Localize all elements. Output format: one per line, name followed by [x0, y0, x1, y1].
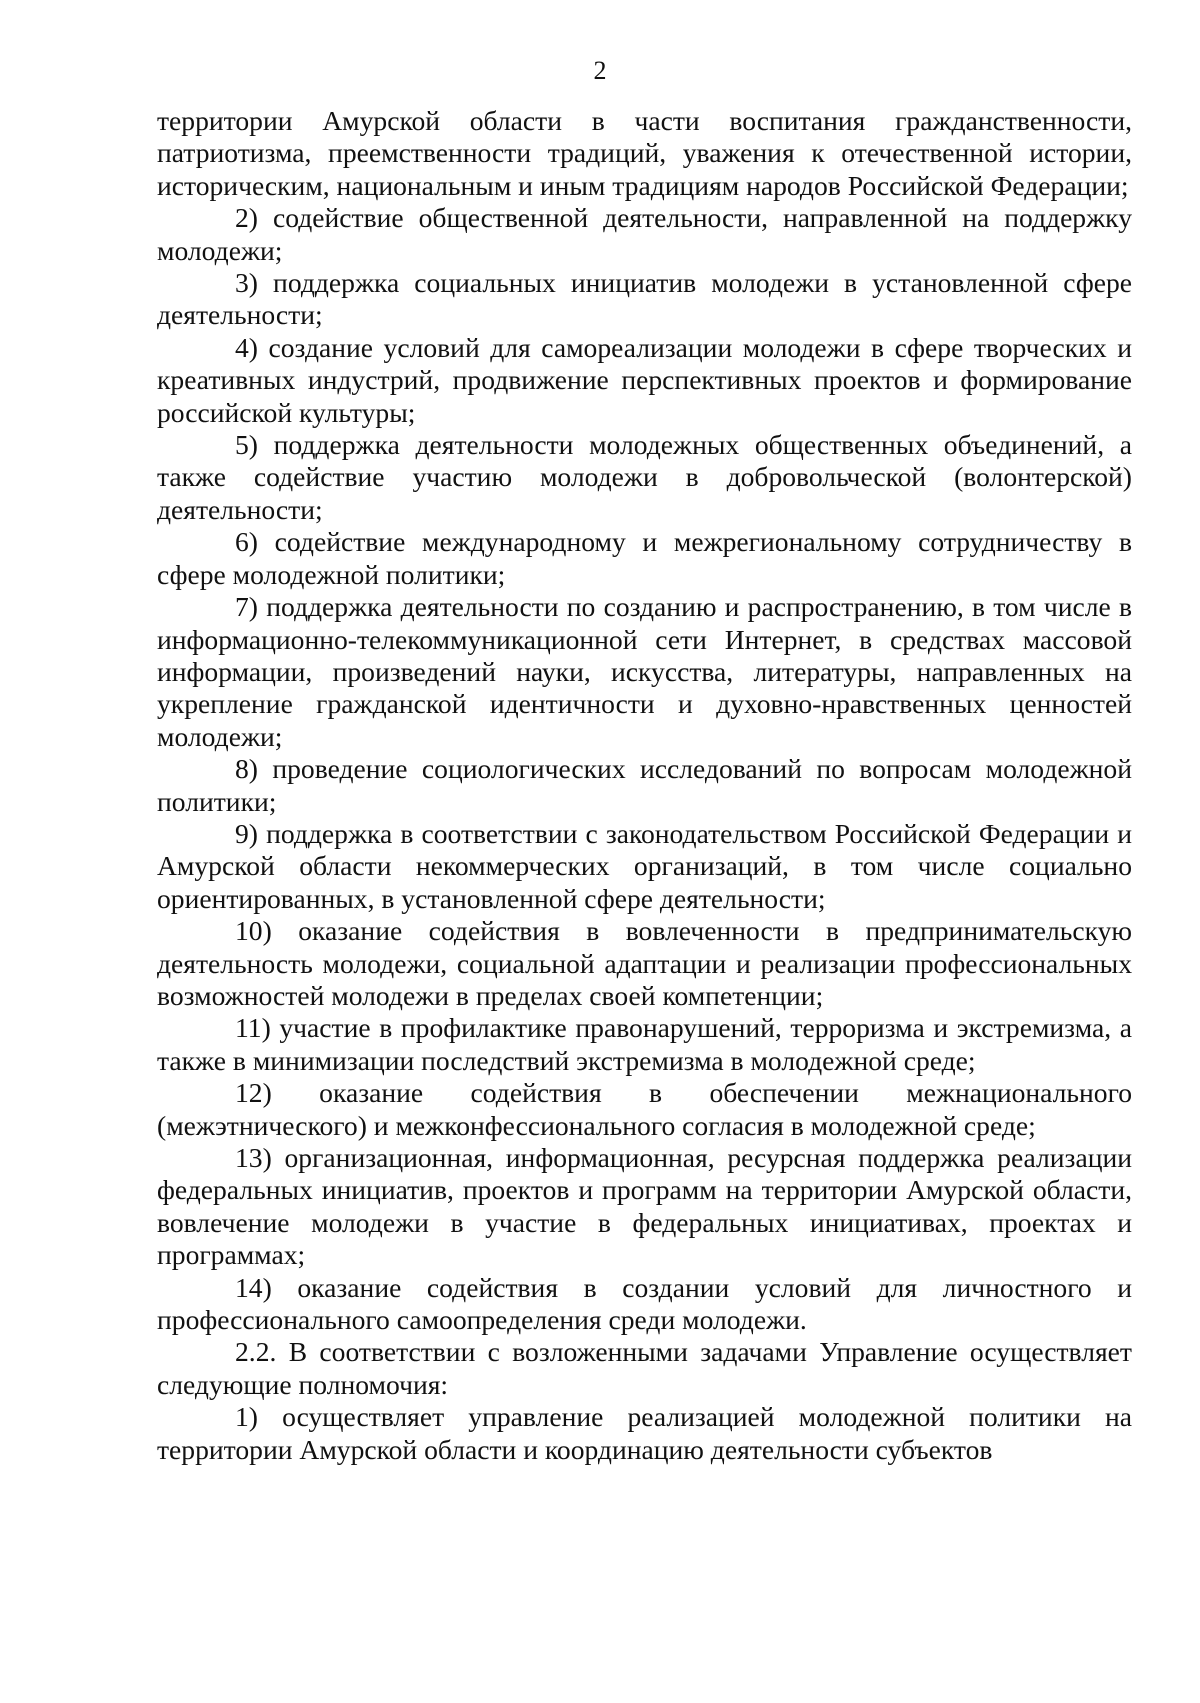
list-item-5: 5) поддержка деятельности молодежных общественных объединений, а также содействие участию молодежи в добровольческой (волонтерской) деятельности; [157, 429, 1132, 525]
list-item-3: 3) поддержка социальных инициатив молодежи в установленной сфере деятельности; [157, 267, 1132, 331]
list-item-13: 13) организационная, информационная, ресурсная поддержка реализации федеральных инициатив, проектов и программ на территории Амурской области, вовлечение молодежи в участие в федеральных инициативах, проектах и программах; [157, 1142, 1132, 1271]
list-item-7: 7) поддержка деятельности по созданию и распространению, в том числе в информационно-телекоммуникационной сети Интернет, в средствах массовой информации, произведений науки, искусства, литературы, направленных на укрепление гражданской идентичности и духовно-нравственных ценностей молодежи; [157, 591, 1132, 752]
paragraph-continuation: территории Амурской области в части воспитания гражданственности, патриотизма, преемственности традиций, уважения к отечественной истории, историческим, национальным и иным традициям народов Российской Федерации; [157, 105, 1132, 201]
document-body [157, 105, 1132, 1466]
list-item-11: 11) участие в профилактике правонарушений, терроризма и экстремизма, а также в минимизации последствий экстремизма в молодежной среде; [157, 1012, 1132, 1076]
powers-item-1: 1) осуществляет управление реализацией молодежной политики на территории Амурской области и координацию деятельности субъектов [157, 1401, 1132, 1465]
section-2-2: 2.2. В соответствии с возложенными задачами Управление осуществляет следующие полномочия: [157, 1336, 1132, 1400]
list-item-9: 9) поддержка в соответствии с законодательством Российской Федерации и Амурской области некоммерческих организаций, в том числе социально ориентированных, в установленной сфере деятельности; [157, 817, 1132, 914]
list-item-12: 12) оказание содействия в обеспечении межнационального (межэтнического) и межконфессионального согласия в молодежной среде; [157, 1077, 1132, 1141]
list-item-2: 2) содействие общественной деятельности, направленной на поддержку молодежи; [157, 202, 1132, 266]
page-number: 2 [593, 56, 607, 85]
list-item-8: 8) проведение социологических исследований по вопросам молодежной политики; [157, 753, 1132, 817]
list-item-14: 14) оказание содействия в создании условий для личностного и профессионального самоопределения среди молодежи. [157, 1271, 1132, 1336]
list-item-6: 6) содействие международному и межрегиональному сотрудничеству в сфере молодежной политики; [157, 526, 1132, 590]
list-item-4: 4) создание условий для самореализации молодежи в сфере творческих и креативных индустрий, продвижение перспективных проектов и формирование российской культуры; [157, 331, 1132, 428]
list-item-10: 10) оказание содействия в вовлеченности в предпринимательскую деятельность молодежи, социальной адаптации и реализации профессиональных возможностей молодежи в пределах своей компетенции; [157, 915, 1132, 1011]
